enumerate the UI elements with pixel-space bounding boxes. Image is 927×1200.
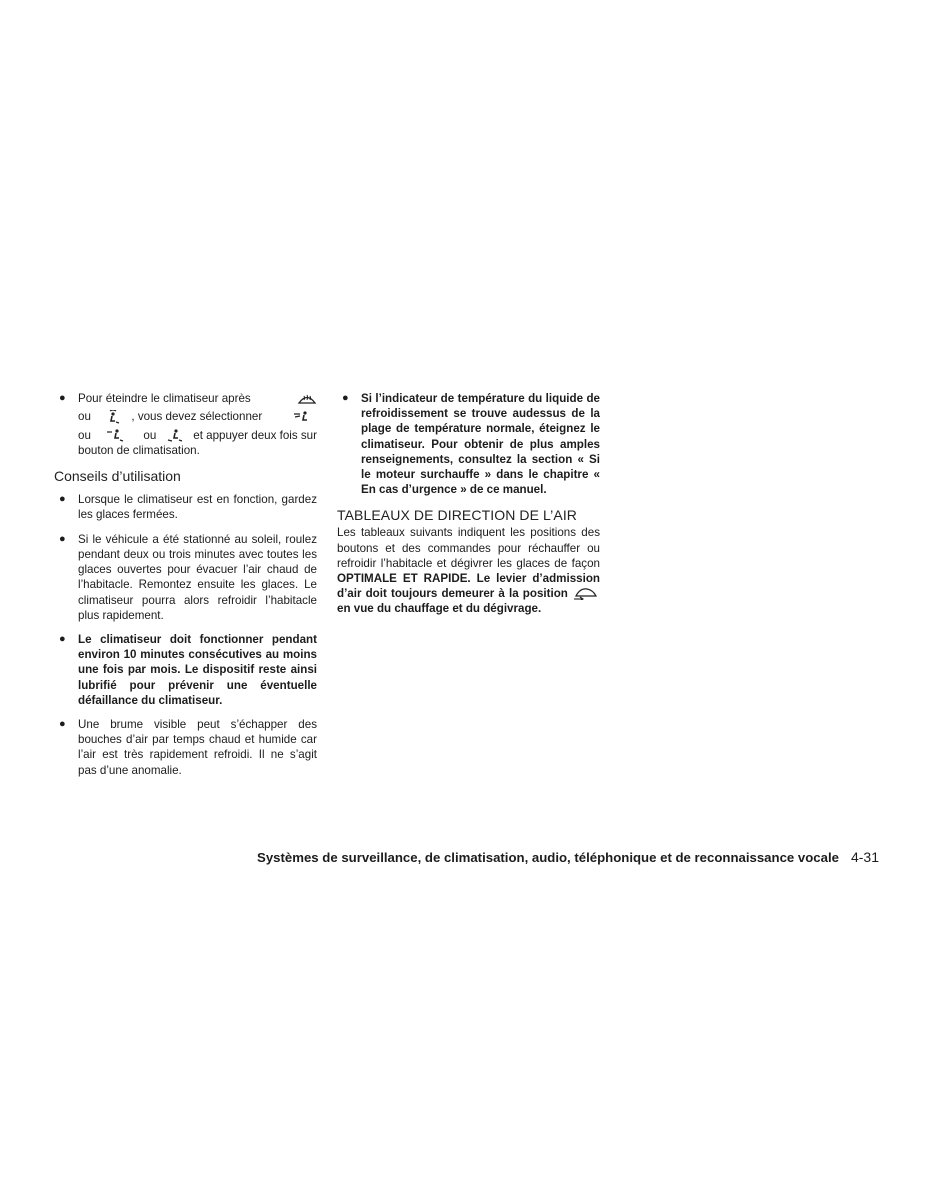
face-vent-icon	[293, 410, 311, 425]
paragraph	[337, 525, 600, 616]
bullet-text: , vous devez sélectionner	[131, 410, 263, 424]
defrost-icon	[297, 392, 317, 405]
list-item	[54, 492, 317, 522]
bullet-line	[78, 391, 317, 406]
list-item	[54, 532, 317, 623]
bullet-text: Pour éteindre le climatiseur après	[78, 392, 251, 405]
paragraph-text: Les tableaux suivants indiquent les positions des boutons et des commandes pour réchauffer ou refroidir l’habitacle et dégivrer les glaces de façon	[337, 526, 600, 570]
bullet-text: bouton de climatisation.	[78, 444, 200, 458]
bullet-dot: ●	[342, 392, 349, 404]
page-number: 4-31	[850, 849, 879, 865]
outside-air-icon	[574, 588, 598, 600]
defrost-floor-icon	[104, 410, 122, 425]
bullet-line	[78, 428, 317, 443]
bullet-dot: ●	[59, 493, 66, 506]
bi-level-icon	[106, 428, 124, 443]
bullet-text: ou	[78, 410, 91, 424]
section-heading: Conseils d’utilisation	[54, 468, 181, 485]
floor-icon	[166, 428, 184, 443]
list-item	[337, 391, 600, 497]
bullet-text: Une brume visible peut s’échapper des bouches d’air par temps chaud et humide car l’air est très rapidement refroidi. Il ne s’agit pas d’une anomalie.	[78, 717, 317, 777]
footer-chapter-title: Systèmes de surveillance, de climatisation, audio, téléphonique et de reconnaissance vocale	[257, 850, 839, 865]
bullet-dot: ●	[59, 632, 66, 645]
paragraph-bold-text: en vue du chauffage et du dégivrage.	[337, 602, 542, 616]
bullet-dot: ●	[59, 717, 66, 730]
bullet-text: Si l’indicateur de température du liquide de refroidissement se trouve audessus de la plage de température normale, éteignez le climatiseur. Pour obtenir de plus amples renseignements, consultez la section « Si le moteur surchauffe » dans le chapitre « En cas d’urgence » de ce manuel.	[361, 392, 600, 497]
bullet-line	[78, 409, 317, 424]
bullet-text: Lorsque le climatiseur est en fonction, gardez les glaces fermées.	[78, 493, 317, 522]
paragraph-bold-text: OPTIMALE ET RAPIDE. Le levier d’admission d’air doit toujours demeurer à la position	[337, 572, 600, 601]
section-heading: TABLEAUX DE DIRECTION DE L’AIR	[337, 507, 578, 524]
right-column	[337, 391, 600, 617]
bullet-text: et appuyer deux fois sur	[193, 428, 317, 442]
bullet-text: ou	[78, 428, 91, 442]
bullet-dot: ●	[59, 532, 66, 545]
bullet-text: ou	[143, 428, 157, 442]
bullet-dot: ●	[59, 392, 66, 404]
left-column	[54, 391, 317, 787]
bullet-text: Le climatiseur doit fonctionner pendant environ 10 minutes consécutives au moins une fois par mois. Le dispositif reste ainsi lubrifié pour prévenir une éventuelle défaillance du climatiseur.	[78, 632, 317, 707]
list-item	[54, 632, 317, 708]
bullet-text: Si le véhicule a été stationné au soleil, roulez pendant deux ou trois minutes avec toutes les glaces ouvertes pour évacuer l’air chaud de l’habitacle. Remontez ensuite les glaces. Le climatiseur pourra alors refroidir l’habitacle plus rapidement.	[78, 532, 317, 622]
page-footer	[0, 849, 879, 865]
list-item	[54, 717, 317, 778]
bullet-turn-off-ac	[54, 391, 317, 458]
